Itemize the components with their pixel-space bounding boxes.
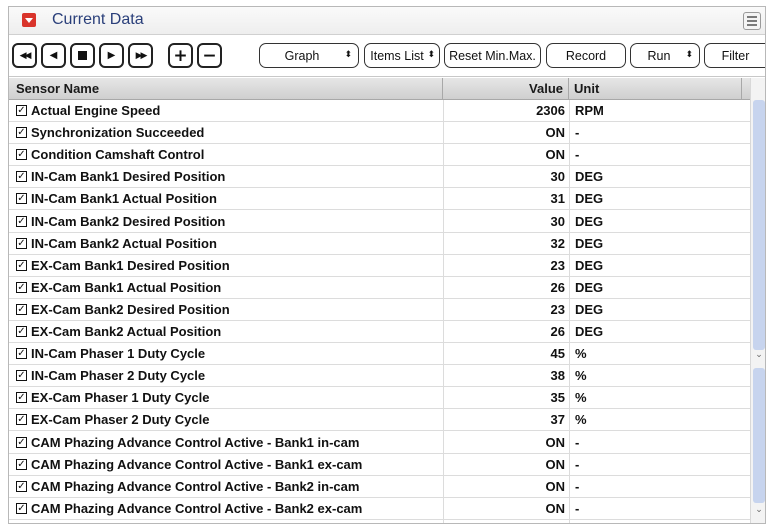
sensor-value: 26 <box>550 279 565 295</box>
sensor-value: 23 <box>550 301 565 317</box>
run-label: Run <box>647 48 671 63</box>
row-checkbox[interactable]: ✓ <box>17 480 26 492</box>
scrollbar-thumb-secondary[interactable] <box>753 368 765 503</box>
sensor-value: 38 <box>550 368 565 384</box>
next-icon: ▶ <box>107 50 116 61</box>
sensor-name: Condition Camshaft Control <box>31 147 205 163</box>
record-button[interactable] <box>546 43 626 68</box>
updown-icon: ⬍ <box>427 50 435 60</box>
sensor-value: 31 <box>550 191 565 207</box>
sensor-unit: DEG <box>575 169 604 185</box>
updown-icon: ⬍ <box>685 50 693 60</box>
sensor-name: EX-Cam Bank1 Desired Position <box>31 257 230 273</box>
table-row[interactable] <box>9 277 750 299</box>
sensor-value: ON <box>545 456 565 472</box>
record-label: Record <box>565 48 607 63</box>
sensor-table <box>9 78 750 524</box>
scroll-down-icon[interactable]: ⌄ <box>755 350 763 360</box>
row-checkbox[interactable]: ✓ <box>17 370 26 382</box>
sensor-value: 45 <box>550 346 565 362</box>
sensor-unit: - <box>575 456 580 472</box>
sensor-unit: - <box>575 147 580 163</box>
graph-dropdown[interactable] <box>259 43 359 68</box>
first-page-button[interactable] <box>12 43 37 68</box>
sensor-value: ON <box>545 500 565 516</box>
sensor-value: ON <box>545 147 565 163</box>
table-row[interactable] <box>9 100 750 122</box>
row-checkbox[interactable]: ✓ <box>17 127 26 139</box>
last-page-button[interactable] <box>128 43 153 68</box>
sensor-name: CAM Phazing Advance Control Active - Bank2 in-cam <box>31 478 360 494</box>
collapse-icon[interactable] <box>22 13 36 27</box>
row-checkbox[interactable]: ✓ <box>17 105 26 116</box>
filter-button[interactable] <box>704 43 766 68</box>
table-row[interactable] <box>9 365 750 387</box>
sensor-unit: % <box>575 368 587 384</box>
table-row[interactable] <box>9 454 750 476</box>
sensor-unit: DEG <box>575 213 604 229</box>
remove-item-button[interactable] <box>197 43 222 68</box>
table-row[interactable] <box>9 409 750 431</box>
first-icon: ◀◀ <box>19 50 30 61</box>
sensor-name: IN-Cam Bank2 Desired Position <box>31 213 226 229</box>
table-row[interactable] <box>9 144 750 166</box>
sensor-unit: DEG <box>575 235 604 251</box>
sensor-name: IN-Cam Bank2 Actual Position <box>31 235 217 251</box>
table-row[interactable] <box>9 432 750 454</box>
table-row[interactable] <box>9 387 750 409</box>
sensor-name: CAM Phazing Advance Control Active - Bank1 ex-cam <box>31 456 363 472</box>
sensor-value: 35 <box>550 390 565 406</box>
row-checkbox[interactable]: ✓ <box>17 149 26 161</box>
sensor-name: EX-Cam Bank1 Actual Position <box>31 279 222 295</box>
sensor-name: EX-Cam Phaser 1 Duty Cycle <box>31 390 210 406</box>
sensor-unit: DEG <box>575 257 604 273</box>
column-header-sensor-name[interactable]: Sensor Name <box>9 78 443 99</box>
table-row[interactable] <box>9 122 750 144</box>
prev-page-button[interactable] <box>41 43 66 68</box>
row-checkbox[interactable]: ✓ <box>17 259 26 271</box>
sensor-value: 37 <box>550 412 565 428</box>
row-checkbox[interactable]: ✓ <box>17 193 26 205</box>
table-row[interactable] <box>9 343 750 365</box>
row-checkbox[interactable]: ✓ <box>17 215 26 227</box>
sensor-name: IN-Cam Bank1 Desired Position <box>31 169 226 185</box>
column-divider <box>569 100 570 524</box>
sensor-unit: - <box>575 478 580 494</box>
items-list-dropdown[interactable] <box>364 43 440 68</box>
sensor-name: IN-Cam Phaser 1 Duty Cycle <box>31 346 206 362</box>
row-checkbox[interactable]: ✓ <box>17 281 26 293</box>
stop-button[interactable] <box>70 43 95 68</box>
sensor-unit: % <box>575 390 587 406</box>
sensor-unit: % <box>575 412 587 428</box>
graph-label: Graph <box>284 48 320 63</box>
table-row[interactable] <box>9 188 750 210</box>
table-row[interactable] <box>9 233 750 255</box>
sensor-name: EX-Cam Bank2 Desired Position <box>31 301 230 317</box>
sensor-unit: DEG <box>575 191 604 207</box>
sensor-value: ON <box>545 434 565 450</box>
row-checkbox[interactable]: ✓ <box>17 392 26 404</box>
row-checkbox[interactable]: ✓ <box>17 171 26 183</box>
toolbar <box>9 37 765 77</box>
sensor-unit: DEG <box>575 324 604 339</box>
reset-min-max-button[interactable] <box>444 43 541 68</box>
minus-icon: − <box>202 45 217 66</box>
row-checkbox[interactable]: ✓ <box>17 326 26 337</box>
sensor-unit: DEG <box>575 301 604 317</box>
row-checkbox[interactable]: ✓ <box>17 502 26 514</box>
sensor-name: Actual Engine Speed <box>31 103 161 118</box>
scrollbar-thumb[interactable] <box>753 100 765 350</box>
sensor-name: EX-Cam Phaser 2 Duty Cycle <box>31 412 210 428</box>
window-title: Current Data <box>52 11 144 28</box>
sensor-unit: DEG <box>575 279 604 295</box>
column-header-unit[interactable]: Unit <box>569 78 742 99</box>
updown-icon: ⬍ <box>344 50 352 60</box>
current-data-window <box>8 6 766 524</box>
items-list-label: Items List <box>370 48 424 63</box>
prev-icon: ◀ <box>49 50 58 61</box>
table-row[interactable] <box>9 299 750 321</box>
sensor-value: 30 <box>550 213 565 229</box>
plus-icon: + <box>173 45 188 66</box>
sensor-value: ON <box>545 125 565 141</box>
sensor-unit: - <box>575 434 580 450</box>
sensor-name: IN-Cam Bank1 Actual Position <box>31 191 217 207</box>
add-item-button[interactable] <box>168 43 193 68</box>
sensor-unit: - <box>575 500 580 516</box>
sensor-value: ON <box>545 478 565 494</box>
filter-label: Filter <box>721 48 750 63</box>
sensor-name: CAM Phazing Advance Control Active - Bank2 ex-cam <box>31 500 363 516</box>
column-header-value[interactable]: Value <box>443 78 569 99</box>
sensor-value: 30 <box>550 169 565 185</box>
row-checkbox[interactable]: ✓ <box>17 237 26 249</box>
sensor-name: EX-Cam Bank2 Actual Position <box>31 324 222 339</box>
scroll-down-icon[interactable]: ⌄ <box>755 505 763 515</box>
title-bar <box>9 7 765 35</box>
sensor-value: 26 <box>550 324 565 339</box>
run-dropdown[interactable] <box>630 43 700 68</box>
vertical-scrollbar[interactable] <box>750 78 766 524</box>
next-page-button[interactable] <box>99 43 124 68</box>
table-row[interactable] <box>9 321 750 343</box>
sensor-unit: - <box>575 125 580 141</box>
row-checkbox[interactable]: ✓ <box>17 414 26 426</box>
row-checkbox[interactable]: ✓ <box>17 436 26 448</box>
stop-icon <box>78 51 87 60</box>
row-checkbox[interactable]: ✓ <box>17 303 26 315</box>
table-row[interactable] <box>9 211 750 233</box>
sensor-name: CAM Phazing Advance Control Active - Bank1 in-cam <box>31 434 360 450</box>
last-icon: ▶▶ <box>135 50 146 61</box>
sensor-name: Synchronization Succeeded <box>31 125 205 141</box>
table-row[interactable] <box>9 476 750 498</box>
table-header <box>9 78 750 100</box>
sensor-value: 2306 <box>536 103 565 118</box>
table-row[interactable] <box>9 166 750 188</box>
row-checkbox[interactable]: ✓ <box>17 458 26 470</box>
sensor-unit: RPM <box>575 103 604 118</box>
reset-label: Reset Min.Max. <box>449 48 536 63</box>
sensor-name: IN-Cam Phaser 2 Duty Cycle <box>31 368 206 384</box>
menu-icon[interactable] <box>743 12 761 30</box>
column-divider <box>443 100 444 524</box>
table-row[interactable] <box>9 255 750 277</box>
sensor-value: 32 <box>550 235 565 251</box>
table-row[interactable] <box>9 498 750 520</box>
sensor-unit: % <box>575 346 587 362</box>
row-checkbox[interactable]: ✓ <box>17 348 26 360</box>
sensor-value: 23 <box>550 257 565 273</box>
